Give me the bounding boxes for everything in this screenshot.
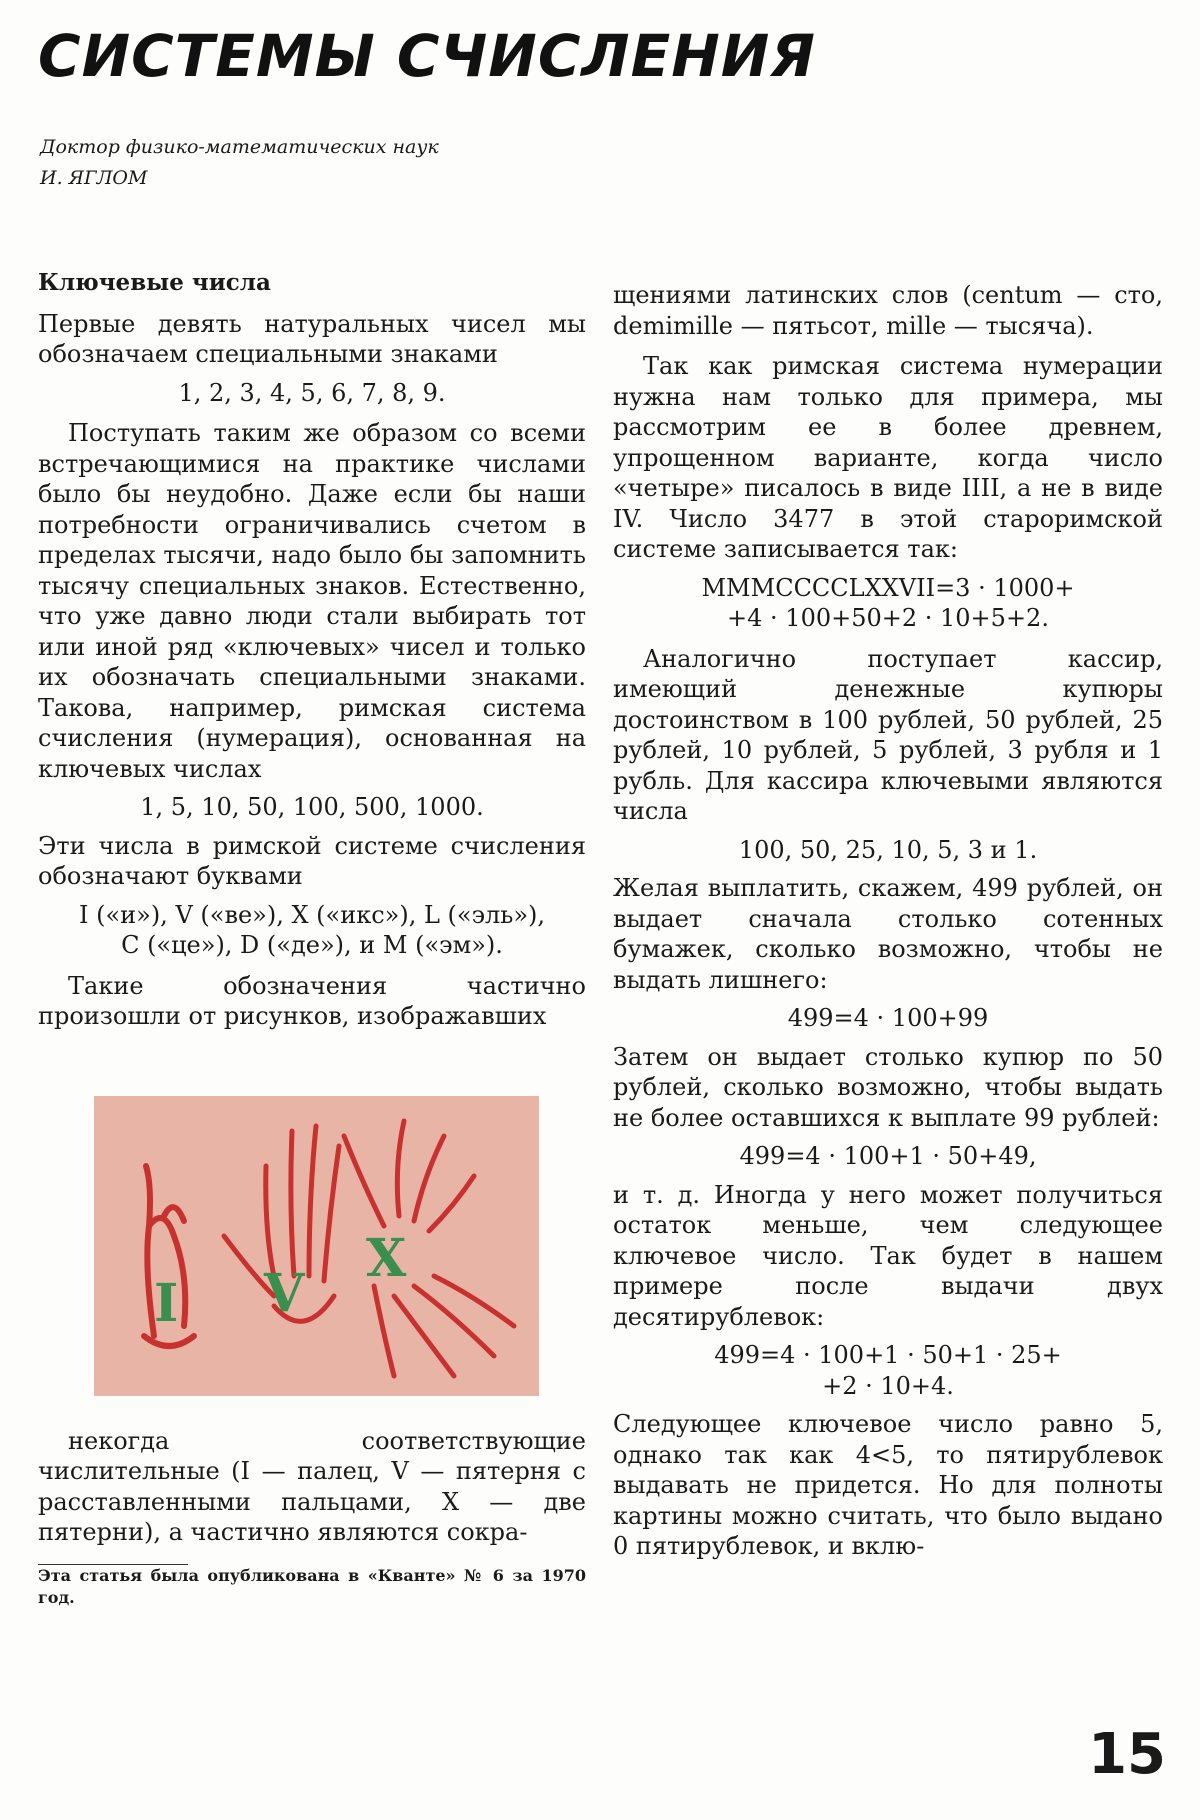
paragraph: щениями латинских слов (centum — сто, demimille — пятьсот, mille — тысяча). xyxy=(613,281,1163,340)
paragraph: Аналогично поступает кассир, имеющий денежные купюры достоинством в 100 рублей, 50 рублей, 25 рублей, 10 рублей, 5 рублей, 3 рубля и 1 рубль. Для кассира ключевыми являются числа xyxy=(613,644,1163,825)
article-title: СИСТЕМЫ СЧИСЛЕНИЯ xyxy=(38,22,816,90)
formula: 100, 50, 25, 10, 5, 3 и 1. xyxy=(738,835,1038,864)
formula: 499=4 · 100+99 xyxy=(787,1004,989,1032)
figure-letter-i: I xyxy=(154,1272,179,1334)
author-byline xyxy=(40,132,439,194)
author-name: И. ЯГЛОМ xyxy=(40,167,148,189)
formula: 499=4 · 100+1 · 50+49, xyxy=(739,1142,1037,1170)
author-degree: Доктор физико-математических наук xyxy=(40,136,439,158)
paragraph: Затем он выдает столько купюр по 50 рублей, сколько возможно, чтобы выдать не более оставшихся к выплате 99 рублей: xyxy=(613,1042,1163,1132)
formula: +2 · 10+4. xyxy=(822,1371,954,1400)
formula: 1, 5, 10, 50, 100, 500, 1000. xyxy=(140,793,484,821)
formula: C («це»), D («де»), и M («эм»). xyxy=(121,931,503,959)
paragraph: Такие обозначения частично произошли от рисунков, изображавших xyxy=(38,971,586,1030)
paragraph: Желая выплатить, скажем, 499 рублей, он выдает сначала столько сотенных бумажек, сколько возможно, чтобы не выдать лишнего: xyxy=(613,874,1163,994)
page-number: 15 xyxy=(1088,1722,1166,1787)
paragraph: Первые девять натуральных чисел мы обозначаем специальными знаками xyxy=(38,309,586,368)
paragraph: Эти числа в римской системе счисления обозначают буквами xyxy=(38,831,586,890)
hands-illustration xyxy=(94,1096,539,1396)
paragraph: Поступать таким же образом со всеми встречающимися на практике числами было бы неудобно. Даже если бы наши потребности ограничивались счетом в пределах тысячи, надо было бы запомнить тысячу специальных знаков. Естественно, что уже давно люди стали выбирать тот или иной ряд «ключевых» чисел и только их обозначать специальными знаками. Такова, например, римская система счисления (нумерация), основанная на ключевых числах xyxy=(38,419,586,783)
left-column xyxy=(38,268,586,1609)
paragraph: Так как римская система нумерации нужна нам только для примера, мы рассмотрим ее в более древнем, упрощенном варианте, когда число «четыре» писалось в виде IIII, а не в виде IV. Число 3477 в этой староримской системе записывается так: xyxy=(613,352,1163,563)
paragraph: Следующее ключевое число равно 5, однако так как 4<5, то пятирублевок выдавать не придется. Но для полноты картины можно считать, что было выдано 0 пятирублевок, и вклю- xyxy=(613,1410,1163,1560)
figure-letter-v: V xyxy=(264,1262,305,1324)
formula: MMMCCCCLXXVII=3 · 1000+ xyxy=(701,573,1075,602)
footnote: Эта статья была опубликована в «Кванте» № 6 за 1970 год. xyxy=(38,1565,586,1607)
figure-letter-x: X xyxy=(366,1227,407,1289)
formula: +4 · 100+50+2 · 10+5+2. xyxy=(727,604,1049,632)
formula: 1, 2, 3, 4, 5, 6, 7, 8, 9. xyxy=(178,378,446,407)
paragraph: некогда соответствующие числительные (I — палец, V — пятерня с расставленными пальцами, X — две пятерни), а частично являются сокра- xyxy=(38,1426,586,1546)
right-column xyxy=(613,280,1163,1562)
formula: 499=4 · 100+1 · 50+1 · 25+ xyxy=(714,1341,1062,1369)
paragraph: и т. д. Иногда у него может получиться остаток меньше, чем следующее ключевое число. Так будет в нашем примере после выдачи двух десятирублевок: xyxy=(613,1180,1163,1331)
roman-numerals-hands-figure xyxy=(94,1096,539,1396)
formula: I («и»), V («ве»), X («икс»), L («эль»), xyxy=(78,900,546,929)
section-heading: Ключевые числа xyxy=(38,269,271,296)
